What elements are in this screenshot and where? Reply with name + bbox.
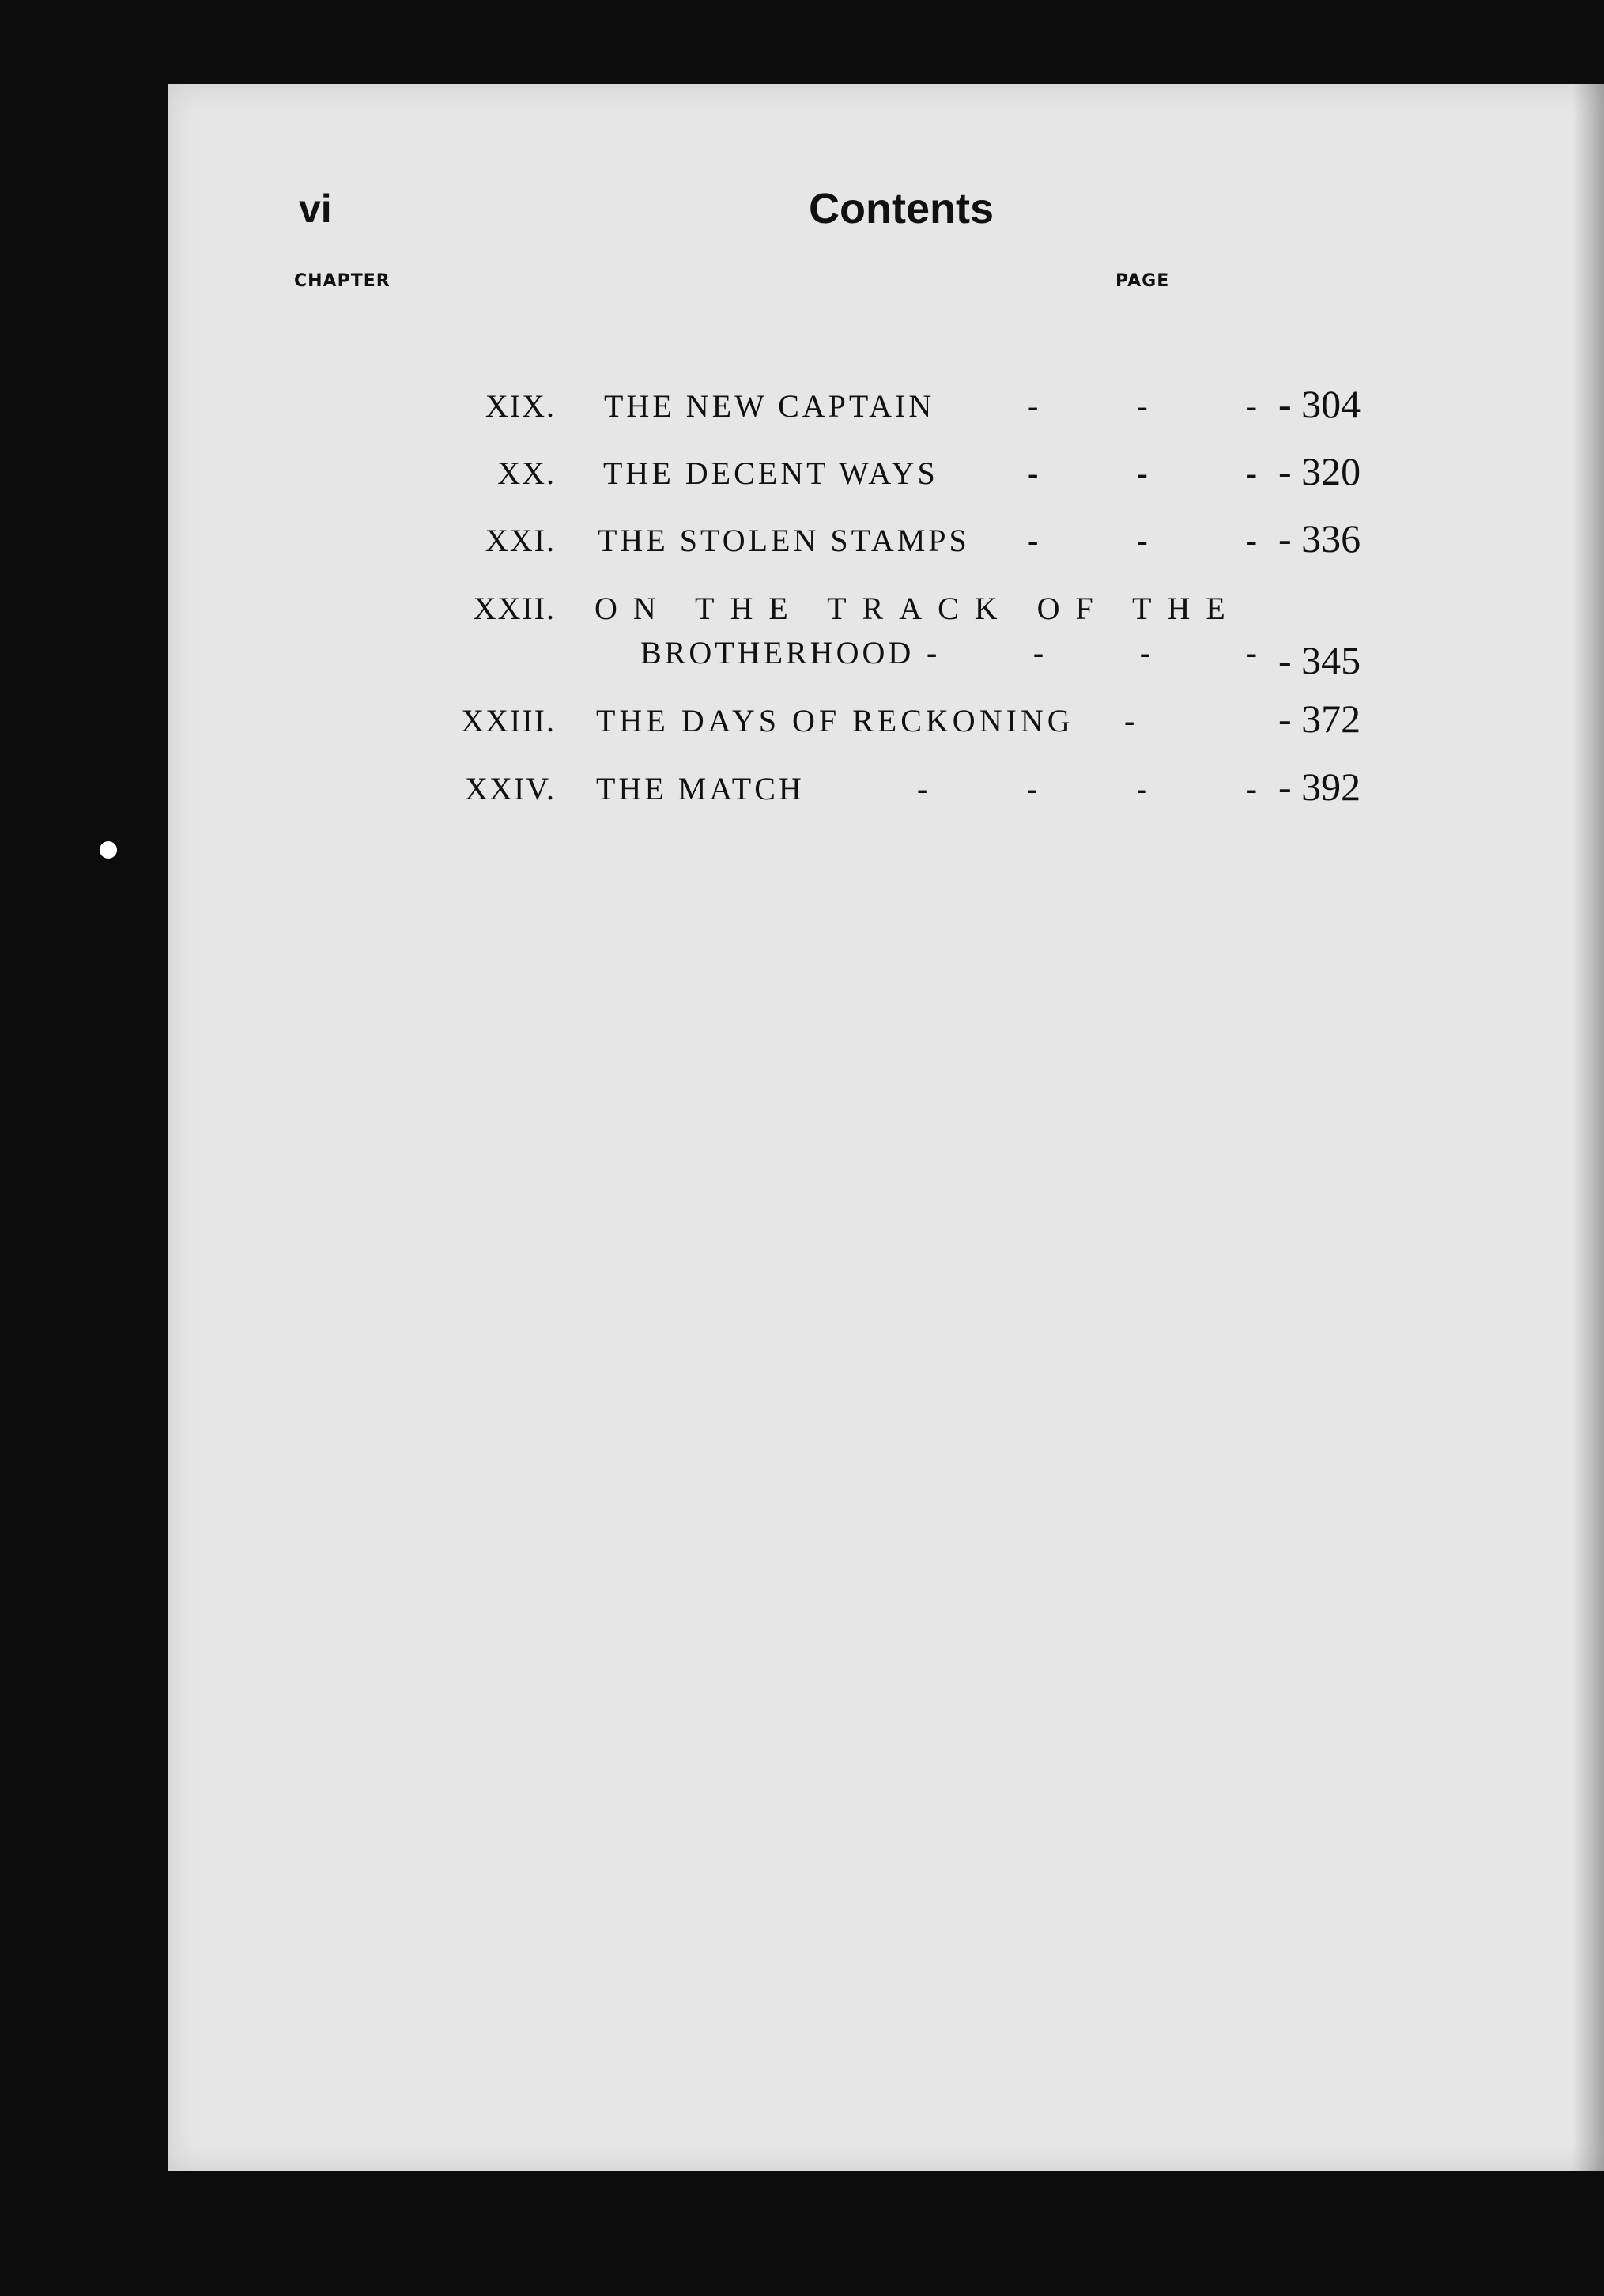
leader-dots: - - -: [1028, 455, 1257, 491]
chapter-column-label: CHAPTER: [294, 271, 391, 291]
toc-entry: [0, 382, 1604, 435]
chapter-numeral: XXIV.: [465, 771, 556, 806]
toc-entry: [0, 516, 1604, 569]
chapter-title-continuation: BROTHERHOOD: [640, 635, 915, 670]
toc-entry: [0, 697, 1604, 750]
page-number: - 345: [1278, 638, 1361, 682]
leader-dots: - - -: [1028, 388, 1257, 424]
chapter-title: THE STOLEN STAMPS: [598, 523, 970, 558]
page-column-label: PAGE: [1115, 271, 1170, 291]
chapter-title: THE NEW CAPTAIN: [604, 388, 935, 424]
chapter-numeral: XIX.: [485, 388, 556, 424]
page-folio: vi: [299, 187, 332, 231]
page-number: - 320: [1278, 449, 1361, 493]
chapter-title: THE MATCH: [596, 771, 805, 806]
chapter-title: ON THE TRACK OF THE: [594, 591, 1241, 626]
chapter-numeral: XXIII.: [461, 703, 556, 738]
running-title: Contents: [809, 185, 994, 232]
leader-dots: -: [1124, 703, 1135, 738]
toc-entry: [0, 590, 1604, 693]
chapter-title: THE DAYS OF RECKONING: [596, 703, 1074, 738]
leader-dots: - - -: [1028, 523, 1257, 558]
page-number: - 304: [1278, 382, 1361, 426]
page-number: - 336: [1278, 516, 1361, 561]
chapter-numeral: XX.: [497, 455, 556, 491]
toc-entry: [0, 765, 1604, 818]
leader-dots: - - - -: [927, 635, 1257, 670]
page-number: - 392: [1278, 765, 1361, 809]
chapter-numeral: XXII.: [473, 591, 556, 626]
chapter-numeral: XXI.: [485, 523, 556, 558]
chapter-title: THE DECENT WAYS: [603, 455, 938, 491]
page-number: - 372: [1278, 697, 1361, 741]
toc-entry: [0, 449, 1604, 502]
leader-dots: - - - -: [917, 771, 1257, 806]
film-speck: [100, 841, 117, 859]
